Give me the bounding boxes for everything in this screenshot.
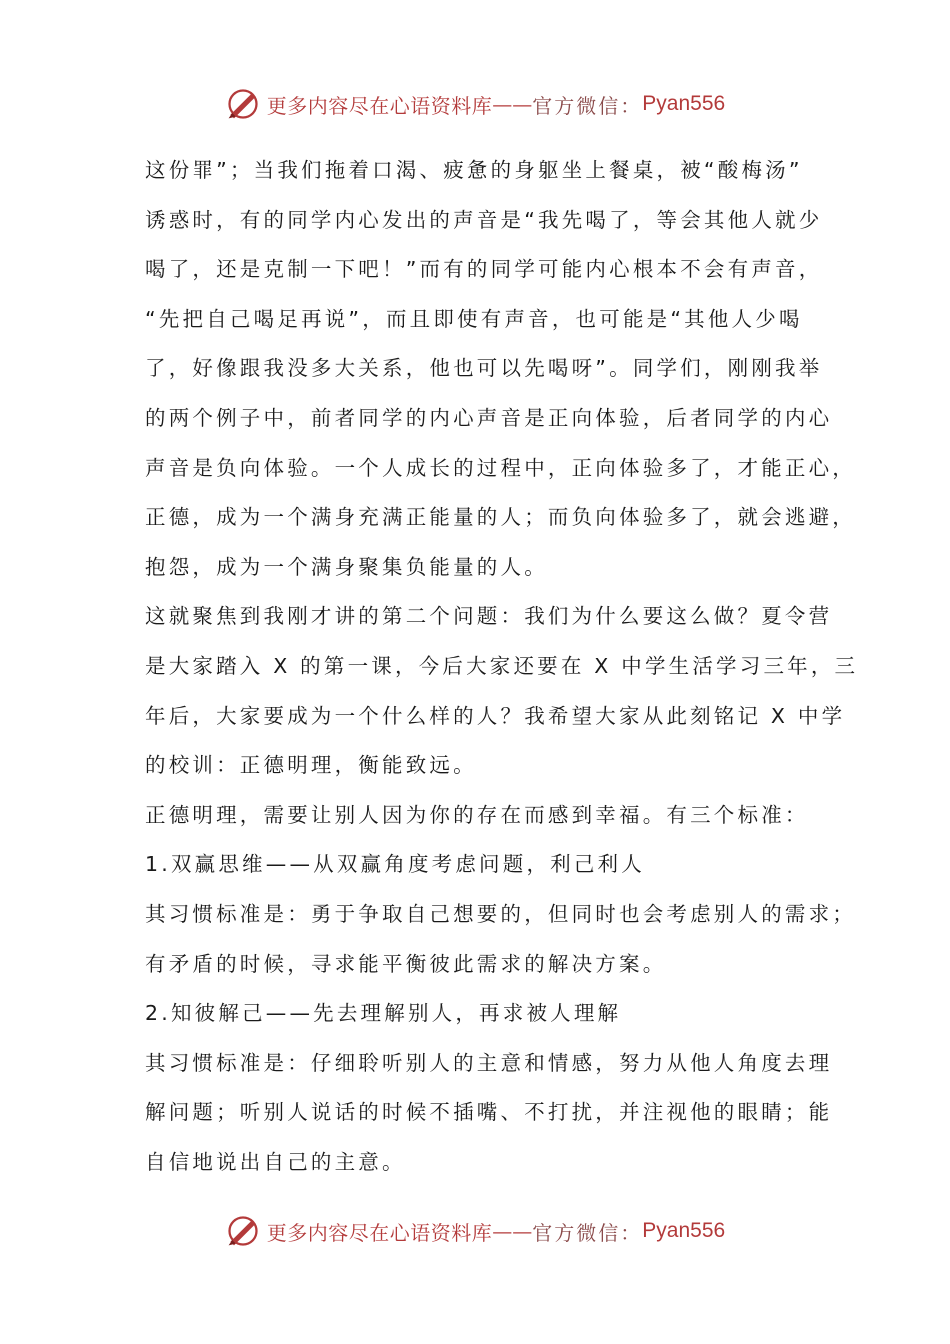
body-line: 这就聚焦到我刚才讲的第二个问题：我们为什么要这么做？夏令营 — [145, 604, 833, 629]
body-line: 是大家踏入 X 的第一课，今后大家还要在 X 中学生活学习三年，三 — [145, 653, 859, 678]
list-heading: 1.双赢思维——从双赢角度考虑问题，利己利人 — [145, 852, 645, 877]
body-line: 年后，大家要成为一个什么样的人？我希望大家从此刻铭记 X 中学 — [145, 703, 846, 728]
footer-dash: —— — [492, 1219, 533, 1243]
body-line: 喝了，还是克制一下吧！”而有的同学可能内心根本不会有声音， — [145, 257, 823, 282]
body-line: 解问题；听别人说话的时候不插嘴、不打扰，并注视他的眼睛；能 — [145, 1100, 833, 1125]
list-heading: 2.知彼解己——先去理解别人，再求被人理解 — [145, 1001, 622, 1026]
header-dash: —— — [492, 92, 533, 116]
body-line: 诱惑时，有的同学内心发出的声音是“我先喝了，等会其他人就少 — [145, 207, 823, 232]
header-wechat-label: 官方微信： — [532, 93, 643, 118]
body-line: 其习惯标准是：仔细聆听别人的主意和情感，努力从他人角度去理 — [145, 1050, 833, 1075]
body-line: 的校训：正德明理，衡能致远。 — [145, 753, 477, 778]
body-line: “先把自己喝足再说”，而且即使有声音，也可能是“其他人少喝 — [145, 306, 803, 331]
body-line: 有矛盾的时候，寻求能平衡彼此需求的解决方案。 — [145, 951, 667, 976]
footer-wechat-label: 官方微信： — [532, 1220, 643, 1245]
body-line: 了，好像跟我没多大关系，他也可以先喝呀”。同学们，刚刚我举 — [145, 356, 823, 381]
header-brand-text: 更多内容尽在心语资料库 — [266, 93, 493, 118]
body-line: 声音是负向体验。一个人成长的过程中，正向体验多了，才能正心， — [145, 455, 856, 480]
body-line: 正德明理，需要让别人因为你的存在而感到幸福。有三个标准： — [145, 802, 809, 827]
footer-brand-text: 更多内容尽在心语资料库 — [266, 1220, 493, 1245]
pen-logo-icon — [225, 1213, 261, 1249]
body-line: 的两个例子中，前者同学的内心声音是正向体验，后者同学的内心 — [145, 405, 833, 430]
footer-banner — [0, 1209, 950, 1253]
body-line: 这份罪”；当我们拖着口渴、疲惫的身躯坐上餐桌，被“酸梅汤” — [145, 158, 803, 182]
body-line: 正德，成为一个满身充满正能量的人；而负向体验多了，就会逃避， — [145, 505, 856, 530]
document-body — [145, 146, 859, 1187]
body-line: 抱怨，成为一个满身聚集负能量的人。 — [145, 554, 548, 579]
body-line: 自信地说出自己的主意。 — [145, 1149, 406, 1174]
header-banner — [0, 82, 950, 126]
footer-wechat-id: Pyan556 — [642, 1219, 726, 1242]
body-line: 其习惯标准是：勇于争取自己想要的，但同时也会考虑别人的需求； — [145, 901, 856, 926]
header-wechat-id: Pyan556 — [642, 92, 726, 115]
pen-logo-icon — [225, 86, 261, 122]
